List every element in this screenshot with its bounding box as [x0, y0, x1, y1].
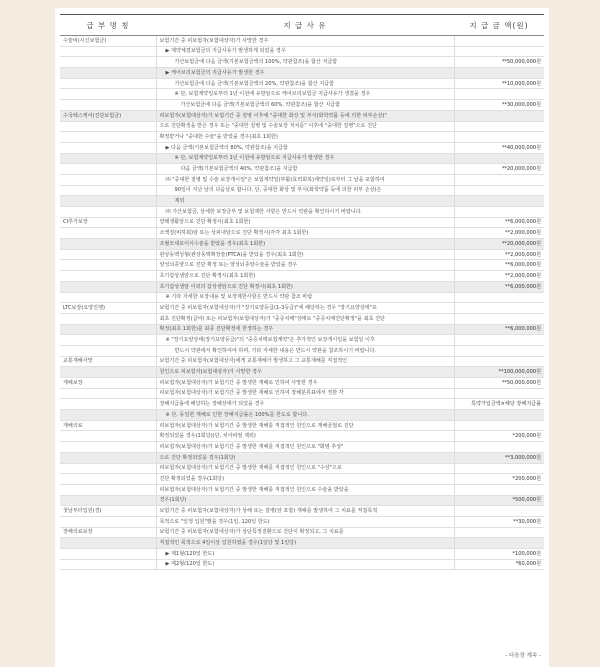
payment-amount-cell — [454, 174, 544, 185]
table-row — [60, 474, 544, 485]
payment-reason-cell: 가산보험금에 다음 금액(기본보험금액의 20%, 약관참조)을 합산 지급함 — [156, 78, 454, 89]
table-row — [60, 185, 544, 196]
payment-amount-cell — [454, 463, 544, 474]
payment-amount-cell: **20,000,000원 — [454, 164, 544, 175]
payment-amount-cell — [454, 506, 544, 517]
benefit-name-cell — [60, 57, 156, 68]
payment-reason-cell: ▶ 계약체결보험금의 지급사유가 발생하게 되었을 경우 — [156, 46, 454, 57]
benefit-name-cell — [60, 335, 156, 346]
payment-amount-cell — [454, 196, 544, 207]
benefit-name-cell: CI추가보장 — [60, 217, 156, 228]
benefit-name-cell — [60, 484, 156, 495]
table-row — [60, 142, 544, 153]
payment-reason-cell: ▶ 제1형(120일 한도) — [156, 549, 454, 560]
payment-reason-cell: ㈜ 가산보험금, 상세한 보장금부 및 보험제한 사항은 반드시 약관을 확인하시기 바랍니다. — [156, 207, 454, 218]
table-row — [60, 367, 544, 378]
benefit-name-cell: 재해의료 — [60, 420, 156, 431]
table-row — [60, 78, 544, 89]
payment-reason-cell: 다음 금액(기본보험금액의 40%, 약관참조)을 지급함 — [156, 164, 454, 175]
payment-reason-cell: ※ 단, 보험계약일로부터 1년 이전에 유방암으로 지급사유가 발생한 경우 — [156, 153, 454, 164]
payment-reason-cell: 확정되었을 경우(1회당)(단, 치아파절 제외) — [156, 431, 454, 442]
table-row — [60, 228, 544, 239]
header-benefit-name: 급 부 명 칭 — [60, 15, 156, 36]
header-payment-amount: 지 급 금 액(원) — [454, 15, 544, 36]
payment-amount-cell — [454, 185, 544, 196]
payment-amount-cell: **100,000,000원 — [454, 367, 544, 378]
payment-reason-cell: 진단 확정되었을 경우(1회당) — [156, 474, 454, 485]
payment-amount-cell: **40,000,000원 — [454, 142, 544, 153]
payment-reason-cell: 최초 진단확정(급여) 또는 피보험자(보험대상자)가 "중증치매"상태로 "중증치매진단확정"을 최초 진단 — [156, 313, 454, 324]
table-row — [60, 260, 544, 271]
table-row — [60, 335, 544, 346]
header-row — [60, 15, 544, 36]
benefit-name-cell — [60, 367, 156, 378]
benefit-table — [60, 14, 544, 570]
benefit-name-cell — [60, 207, 156, 218]
payment-reason-cell: ※ 단, 보험계약일로부터 1년 이전에 유방암으로 케어브리보험금 지급사유가 생겼을 경우 — [156, 89, 454, 100]
document-page — [55, 8, 549, 667]
table-row — [60, 516, 544, 527]
benefit-name-cell — [60, 549, 156, 560]
table-row — [60, 313, 544, 324]
benefit-name-cell: 장해의료보장 — [60, 527, 156, 538]
table-row — [60, 132, 544, 143]
benefit-name-cell — [60, 452, 156, 463]
header-payment-reason: 지 급 사 유 — [156, 15, 454, 36]
table-row — [60, 356, 544, 367]
payment-amount-cell: **3,000,000원 — [454, 452, 544, 463]
benefit-name-cell — [60, 249, 156, 260]
payment-amount-cell — [454, 410, 544, 421]
payment-amount-cell: **6,000,000원 — [454, 324, 544, 335]
payment-amount-cell: **2,000,000원 — [454, 271, 544, 282]
benefit-name-cell: 교통재해사망 — [60, 356, 156, 367]
payment-reason-cell: 목적으로 "일정 입원"했을 경우(1일, 120일 한도) — [156, 516, 454, 527]
payment-reason-cell: 초기갑상샘암 이외의 갑상샘암으로 진단 확정시(최초 1회한) — [156, 281, 454, 292]
payment-reason-cell: ※ 단, 동일한 재해로 인한 장해지급률은 100%를 한도로 합니다. — [156, 410, 454, 421]
benefit-name-cell: 재해보장 — [60, 378, 156, 389]
payment-reason-cell: 피보험자(보험대상자)가 보험기간 중 발생한 재해로 인하여 장해분류표에서 정한 각 — [156, 388, 454, 399]
benefit-name-cell: 수국레스케어(진단보험금) — [60, 110, 156, 121]
payment-amount-cell: **50,000,000원 — [454, 57, 544, 68]
payment-amount-cell — [454, 46, 544, 57]
benefit-name-cell — [60, 538, 156, 549]
benefit-name-cell — [60, 196, 156, 207]
payment-amount-cell: *200,000원 — [454, 431, 544, 442]
payment-reason-cell: 피보험자(보험대상자)가 보험기간 중 발생한 재해를 직접적인 원인으로 재해골절로 진단 — [156, 420, 454, 431]
payment-amount-cell — [454, 132, 544, 143]
table-body — [60, 36, 544, 570]
table-row — [60, 420, 544, 431]
payment-reason-cell: ㈜ "중대한 질병 및 수술 보장개시일"은 보험계약일(부활(효력회복)계약일)로부터 그 날을 포함하여 — [156, 174, 454, 185]
payment-amount-cell — [454, 420, 544, 431]
payment-amount-cell — [454, 484, 544, 495]
table-row — [60, 431, 544, 442]
payment-amount-cell: *500,000원 — [454, 495, 544, 506]
benefit-name-cell — [60, 388, 156, 399]
benefit-name-cell — [60, 228, 156, 239]
payment-amount-cell: *100,000원 — [454, 549, 544, 560]
benefit-name-cell — [60, 431, 156, 442]
table-row — [60, 495, 544, 506]
benefit-name-cell — [60, 463, 156, 474]
payment-amount-cell — [454, 345, 544, 356]
payment-reason-cell: 보험기간 중 피보험자(보험대상자)가 사망한 경우 — [156, 36, 454, 47]
payment-amount-cell — [454, 68, 544, 79]
table-row — [60, 388, 544, 399]
payment-amount-cell — [454, 110, 544, 121]
payment-reason-cell: 으로 진단확정을 받은 경우 또는 "중대한 질병 및 수술보장 처치를" 이후에 "중대한 질병"으로 진단 — [156, 121, 454, 132]
table-row — [60, 271, 544, 282]
payment-reason-cell: 보험기간 중 피보험자(보험대상자)가 "장기요양등급(1-3등급)"에 해당하는 경우 "장기요양상태"로 — [156, 303, 454, 314]
table-row — [60, 345, 544, 356]
payment-reason-cell: 으로 진단 확정되었을 경우(1회당) — [156, 452, 454, 463]
payment-amount-cell — [454, 442, 544, 453]
benefit-name-cell — [60, 132, 156, 143]
table-row — [60, 196, 544, 207]
table-row — [60, 506, 544, 517]
payment-reason-cell: 보험기간 중 피보험자(보험대상자)가 상단특정질환으로 진단이 확정되고, 그 치료를 — [156, 527, 454, 538]
benefit-name-cell — [60, 89, 156, 100]
payment-reason-cell: 관상동맥성형(관상동맥확장술(PTCA)을 받았을 경우(최초 1회한) — [156, 249, 454, 260]
payment-amount-cell — [454, 335, 544, 346]
payment-amount-cell: **10,000,000원 — [454, 78, 544, 89]
payment-reason-cell: ▶ 제2형(120일 한도) — [156, 559, 454, 570]
payment-reason-cell: 양레생활암으로 진단 확정시(최초 1회한) — [156, 217, 454, 228]
payment-reason-cell: ▶ 다음 금액(기본보험금액의 80%, 약관참조)을 지급함 — [156, 142, 454, 153]
table-row — [60, 68, 544, 79]
benefit-name-cell — [60, 239, 156, 250]
payment-amount-cell — [454, 527, 544, 538]
table-row — [60, 121, 544, 132]
benefit-name-cell: 첫날부터입원(경) — [60, 506, 156, 517]
benefit-name-cell — [60, 142, 156, 153]
payment-amount-cell — [454, 388, 544, 399]
payment-amount-cell: 특약가입금액×해당 장해지급률 — [454, 399, 544, 410]
benefit-name-cell — [60, 100, 156, 111]
table-row — [60, 207, 544, 218]
table-row — [60, 538, 544, 549]
table-row — [60, 153, 544, 164]
payment-reason-cell: 제외 — [156, 196, 454, 207]
table-row — [60, 292, 544, 303]
benefit-name-cell — [60, 68, 156, 79]
payment-amount-cell: **50,000,000원 — [454, 378, 544, 389]
payment-amount-cell: **30,000원 — [454, 516, 544, 527]
payment-reason-cell: 피보험자(보험대상자)가 보험기간 중 질병 이후에 "중대한 화상 및 부식(화학약품 등에 의한 피부손상)" — [156, 110, 454, 121]
payment-reason-cell: ※ "장기요양상태(장기요양등급)"의 "중증치매보험계약"은 추가적인 보장개시일을 보험일 이후 — [156, 335, 454, 346]
benefit-name-cell — [60, 345, 156, 356]
table-row — [60, 442, 544, 453]
payment-amount-cell — [454, 153, 544, 164]
table-row — [60, 378, 544, 389]
benefit-name-cell: LTC보장(요양진행) — [60, 303, 156, 314]
payment-reason-cell: 90일이 지난 날의 다음날로 합니다. 단, 중대한 화상 및 부식(화학약품 등에 의한 피부 손상)은 — [156, 185, 454, 196]
benefit-name-cell — [60, 174, 156, 185]
table-row — [60, 46, 544, 57]
payment-reason-cell: 보험기간 중 피보험자(보험대상자)에게 교통재해가 발생하고 그 교통재해를 직접적인 — [156, 356, 454, 367]
payment-reason-cell: 경우(1회당) — [156, 495, 454, 506]
table-row — [60, 164, 544, 175]
table-row — [60, 110, 544, 121]
payment-reason-cell: 원인으로 피보험자(보험대상자)가 사망한 경우 — [156, 367, 454, 378]
payment-reason-cell: 확정받거나 "중대한 수술"을 받았을 경우(최초 1회한) — [156, 132, 454, 143]
table-row — [60, 239, 544, 250]
payment-amount-cell: **6,000,000원 — [454, 260, 544, 271]
benefit-name-cell — [60, 46, 156, 57]
table-row — [60, 89, 544, 100]
benefit-name-cell — [60, 442, 156, 453]
payment-amount-cell — [454, 89, 544, 100]
payment-amount-cell — [454, 121, 544, 132]
payment-amount-cell: **6,000,000원 — [454, 281, 544, 292]
table-row — [60, 100, 544, 111]
benefit-name-cell — [60, 153, 156, 164]
table-row — [60, 57, 544, 68]
benefit-name-cell — [60, 271, 156, 282]
payment-reason-cell: 피보험자(보험대상자)가 보험기간 중 발생한 재해를 직접적인 원인으로 "수상"으로 — [156, 463, 454, 474]
payment-reason-cell: 직접적인 목적으로 4일이상 입원하였을 경우(1일당 및 1일당) — [156, 538, 454, 549]
benefit-name-cell — [60, 410, 156, 421]
table-row — [60, 36, 544, 47]
payment-amount-cell: **30,000,000원 — [454, 100, 544, 111]
benefit-name-cell — [60, 324, 156, 335]
table-row — [60, 527, 544, 538]
table-row — [60, 281, 544, 292]
table-row — [60, 399, 544, 410]
payment-reason-cell: ※ 기타 자세한 보장내용 및 보장제한사항은 반드시 약관 참조 바람 — [156, 292, 454, 303]
benefit-name-cell — [60, 495, 156, 506]
payment-amount-cell — [454, 207, 544, 218]
table-row — [60, 217, 544, 228]
benefit-name-cell — [60, 559, 156, 570]
payment-reason-cell: 소액질(비하회)암 또는 상피내암으로 진단 확정시(각각 최초 1회한) — [156, 228, 454, 239]
benefit-name-cell — [60, 313, 156, 324]
payment-amount-cell: *60,000원 — [454, 559, 544, 570]
payment-amount-cell: *200,000원 — [454, 474, 544, 485]
payment-reason-cell: 보험기간 중 피보험자(보험대상자)가 상해 또는 질병(암 포함) 재해를 발생하여 그 치료를 직접목적 — [156, 506, 454, 517]
payment-amount-cell: **6,000,000원 — [454, 217, 544, 228]
payment-amount-cell: **2,000,000원 — [454, 228, 544, 239]
benefit-name-cell — [60, 185, 156, 196]
payment-amount-cell — [454, 538, 544, 549]
table-row — [60, 452, 544, 463]
payment-amount-cell — [454, 292, 544, 303]
payment-reason-cell: 피보험자(보험대상자)가 보험기간 중 발생한 재해로 인하여 사망한 경우 — [156, 378, 454, 389]
benefit-name-cell — [60, 292, 156, 303]
benefit-name-cell — [60, 121, 156, 132]
payment-reason-cell: 초기갑상샘암으로 진단 확정시(최초 1회한) — [156, 271, 454, 282]
benefit-name-cell — [60, 164, 156, 175]
benefit-name-cell — [60, 78, 156, 89]
benefit-name-cell — [60, 516, 156, 527]
payment-amount-cell — [454, 313, 544, 324]
continued-note: - 다음장 계속 - — [505, 653, 541, 659]
payment-amount-cell — [454, 36, 544, 47]
payment-reason-cell: 장해지급률에 해당하는 장해상태가 되었을 경우 — [156, 399, 454, 410]
payment-reason-cell: 피보험자(보험대상자)가 보험기간 중 발생한 재해를 직접적인 원인으로 "화염 추상" — [156, 442, 454, 453]
payment-reason-cell: 양성뇌종양으로 진단 확정 또는 양성뇌종양수술을 받았을 경우 — [156, 260, 454, 271]
payment-reason-cell: ▶ 케어브리보험금의 지급사유가 발생한 경우 — [156, 68, 454, 79]
payment-amount-cell: **20,000,000원 — [454, 239, 544, 250]
benefit-name-cell — [60, 281, 156, 292]
payment-amount-cell — [454, 303, 544, 314]
table-row — [60, 303, 544, 314]
table-row — [60, 410, 544, 421]
table-row — [60, 324, 544, 335]
benefit-name-cell: 수술비(시신보험금) — [60, 36, 156, 47]
table-row — [60, 559, 544, 570]
benefit-name-cell — [60, 399, 156, 410]
payment-amount-cell: **2,000,000원 — [454, 249, 544, 260]
payment-reason-cell: 조혈모세포이식수술을 받았을 경우(최초 1회한) — [156, 239, 454, 250]
payment-reason-cell: 가산보험금에 다음 금액(기본보험금액의 100%, 약관참조)을 합산 지급함 — [156, 57, 454, 68]
payment-reason-cell: 피보험자(보험대상자)가 보험기간 중 발생한 재해를 직접적인 원인으로 수술을 받았을 — [156, 484, 454, 495]
table-row — [60, 484, 544, 495]
benefit-name-cell — [60, 260, 156, 271]
table-row — [60, 463, 544, 474]
payment-reason-cell: 반드시 약관에서 확인하여야 하며, 기타 자세한 내용은 반드시 약관을 참조하시기 바랍니다. — [156, 345, 454, 356]
table-row — [60, 174, 544, 185]
table-row — [60, 249, 544, 260]
benefit-name-cell — [60, 474, 156, 485]
payment-reason-cell: 가산보험금에 다음 금액(기본보험금액의 60%, 약관참조)을 합산 지급함 — [156, 100, 454, 111]
table-row — [60, 549, 544, 560]
payment-amount-cell — [454, 356, 544, 367]
payment-reason-cell: 확정(최초 1회한)를 최종 진단확정에 한정하는 경우 — [156, 324, 454, 335]
